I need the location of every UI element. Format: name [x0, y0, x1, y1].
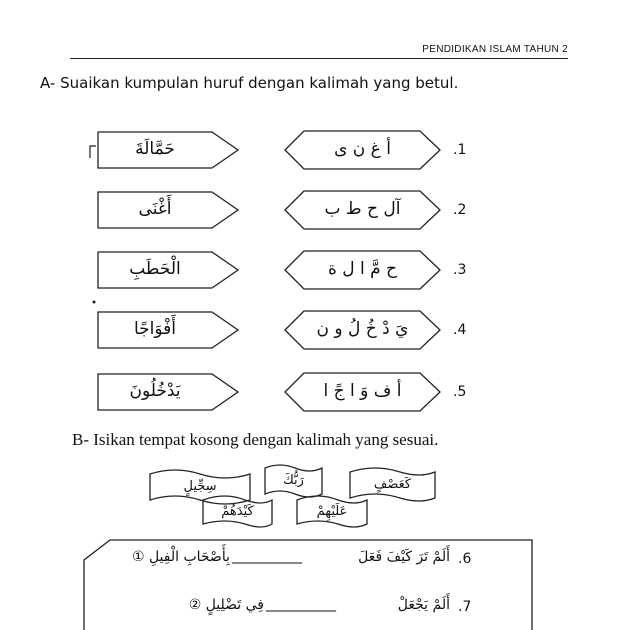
word-4: أَفْوَاجًا	[133, 319, 177, 339]
question-7-blank[interactable]: __________	[266, 596, 336, 612]
question-7-number: .7	[458, 599, 472, 615]
word-1: حَمَّالَةَ	[135, 139, 175, 159]
section-b-instruction: B- Isikan tempat kosong dengan kalimah yang sesuai.	[72, 430, 439, 449]
letter-group-1: أ غ ن ى	[334, 139, 391, 159]
word-5: يَدْخُلُونَ	[129, 381, 181, 401]
word-bank-5: عَلَيْهِمْ	[316, 504, 348, 519]
number-3: .3	[453, 262, 467, 278]
word-bank-4: كَيْدَهُمْ	[221, 504, 254, 519]
number-5: .5	[453, 384, 467, 400]
question-7-after: فِي تَضْلِيلٍ ②	[188, 597, 264, 613]
section-a-instruction: A- Suaikan kumpulan huruf dengan kalimah yang betul.	[40, 74, 459, 92]
letter-group-3: ح مَّ ا ل ة	[327, 259, 398, 279]
question-6-before: أَلَمْ تَرَ كَيْفَ فَعَلَ	[358, 549, 450, 565]
question-6-after: بِأَصْحَابِ الْفِيلِ ①	[131, 549, 230, 565]
header-title: PENDIDIKAN ISLAM TAHUN 2	[422, 44, 568, 55]
letter-group-2: آل ح ط ب	[324, 199, 401, 219]
number-2: .2	[453, 202, 467, 218]
question-6-blank[interactable]: __________	[232, 548, 302, 564]
word-2: أَغْنَى	[138, 199, 172, 219]
bracket-mark	[90, 146, 96, 158]
word-3: الْحَطَبِ	[129, 259, 181, 279]
word-bank-1: سِجِّيلٍ	[183, 479, 217, 494]
number-4: .4	[453, 322, 467, 338]
number-1: .1	[453, 142, 467, 158]
question-7-before: أَلَمْ يَجْعَلْ	[397, 597, 450, 613]
stray-dot	[93, 301, 96, 304]
word-bank-3: كَعَصْفٍ	[373, 477, 412, 492]
letter-group-5: أ ف وَ ا جً ا	[323, 381, 402, 401]
question-6-number: .6	[458, 551, 472, 567]
letter-group-4: يَ دْ خُ لُ و ن	[316, 319, 409, 339]
word-bank-2: رَبُّكَ	[283, 473, 304, 488]
